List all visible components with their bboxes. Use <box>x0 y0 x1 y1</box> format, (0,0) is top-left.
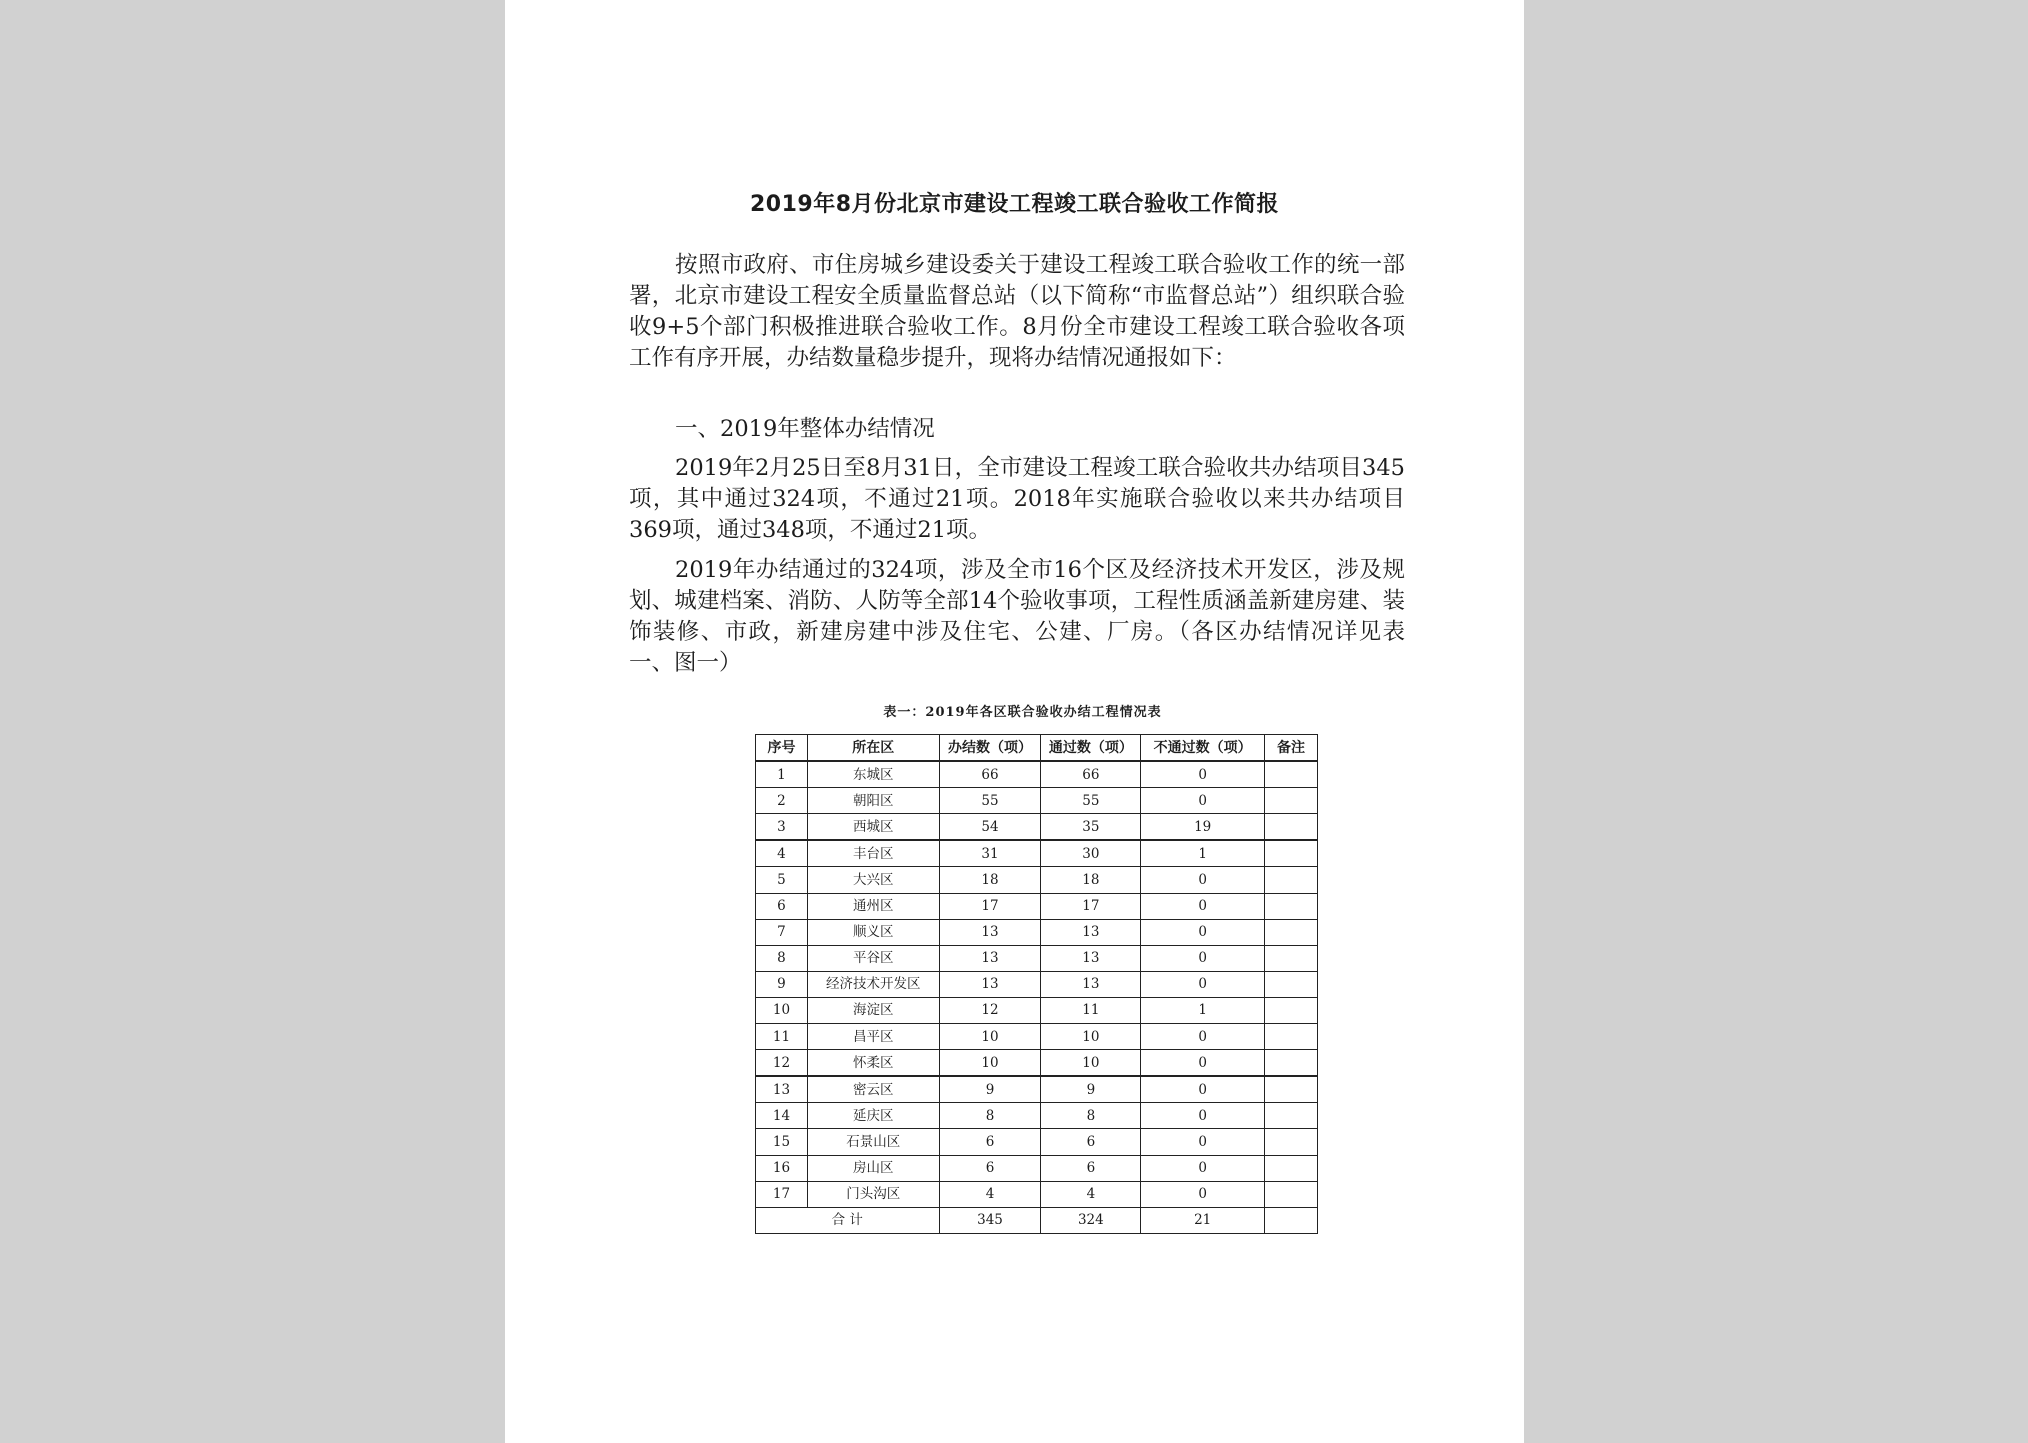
row-failed: 0 <box>1141 1103 1265 1129</box>
table-row <box>756 814 1318 841</box>
row-index: 14 <box>756 1103 808 1129</box>
total-label: 合 计 <box>756 1207 940 1233</box>
table-caption: 表一：2019年各区联合验收办结工程情况表 <box>883 705 1162 720</box>
row-passed: 35 <box>1041 814 1141 841</box>
row-index: 17 <box>756 1181 808 1207</box>
row-failed: 1 <box>1141 840 1265 867</box>
row-passed: 10 <box>1041 1024 1141 1050</box>
header-district: 所在区 <box>807 735 939 762</box>
row-handled: 55 <box>939 788 1041 814</box>
row-district: 门头沟区 <box>807 1181 939 1207</box>
district-results-table <box>755 734 1318 1234</box>
row-index: 1 <box>756 761 808 788</box>
row-note <box>1265 1181 1318 1207</box>
row-failed: 0 <box>1141 893 1265 919</box>
table-row <box>756 971 1318 997</box>
row-index: 12 <box>756 1050 808 1077</box>
row-handled: 10 <box>939 1024 1041 1050</box>
row-note <box>1265 893 1318 919</box>
row-failed: 0 <box>1141 788 1265 814</box>
row-handled: 54 <box>939 814 1041 841</box>
row-index: 3 <box>756 814 808 841</box>
row-failed: 0 <box>1141 971 1265 997</box>
row-passed: 13 <box>1041 919 1141 945</box>
total-failed: 21 <box>1141 1207 1265 1233</box>
row-failed: 0 <box>1141 761 1265 788</box>
row-district: 通州区 <box>807 893 939 919</box>
row-index: 10 <box>756 997 808 1023</box>
row-note <box>1265 1103 1318 1129</box>
row-note <box>1265 1024 1318 1050</box>
row-passed: 6 <box>1041 1129 1141 1155</box>
table-row <box>756 867 1318 893</box>
document-title: 2019年8月份北京市建设工程竣工联合验收工作简报 <box>749 192 1280 217</box>
row-district: 东城区 <box>807 761 939 788</box>
row-district: 延庆区 <box>807 1103 939 1129</box>
table-row <box>756 997 1318 1023</box>
table-row <box>756 840 1318 867</box>
row-handled: 6 <box>939 1155 1041 1181</box>
row-handled: 4 <box>939 1181 1041 1207</box>
row-district: 海淀区 <box>807 997 939 1023</box>
row-note <box>1265 1076 1318 1103</box>
row-passed: 9 <box>1041 1076 1141 1103</box>
row-passed: 66 <box>1041 761 1141 788</box>
row-district: 经济技术开发区 <box>807 971 939 997</box>
row-index: 6 <box>756 893 808 919</box>
row-district: 平谷区 <box>807 945 939 971</box>
table-row <box>756 761 1318 788</box>
section-heading: 一、2019年整体办结情况 <box>675 416 935 442</box>
row-index: 8 <box>756 945 808 971</box>
row-passed: 30 <box>1041 840 1141 867</box>
row-handled: 13 <box>939 945 1041 971</box>
row-district: 朝阳区 <box>807 788 939 814</box>
row-note <box>1265 788 1318 814</box>
row-index: 15 <box>756 1129 808 1155</box>
table-row <box>756 1076 1318 1103</box>
row-index: 9 <box>756 971 808 997</box>
row-note <box>1265 945 1318 971</box>
table-row <box>756 1103 1318 1129</box>
row-district: 西城区 <box>807 814 939 841</box>
header-failed: 不通过数（项） <box>1141 735 1265 762</box>
detail-paragraph: 2019年办结通过的324项，涉及全市16个区及经济技术开发区，涉及规划、城建档案、消防、人防等全部14个验收事项，工程性质涵盖新建房建、装饰装修、市政，新建房建中涉及住宅、公建、厂房。（各区办结情况详见表一、图一） <box>629 557 1405 676</box>
table-row <box>756 893 1318 919</box>
intro-paragraph: 按照市政府、市住房城乡建设委关于建设工程竣工联合验收工作的统一部署，北京市建设工程安全质量监督总站（以下简称“市监督总站”）组织联合验收9+5个部门积极推进联合验收工作。8月份全市建设工程竣工联合验收各项工作有序开展，办结数量稳步提升，现将办结情况通报如下： <box>629 252 1405 371</box>
row-district: 石景山区 <box>807 1129 939 1155</box>
row-index: 2 <box>756 788 808 814</box>
row-index: 7 <box>756 919 808 945</box>
table-row <box>756 1155 1318 1181</box>
row-failed: 0 <box>1141 1076 1265 1103</box>
row-passed: 10 <box>1041 1050 1141 1077</box>
table-body <box>756 761 1318 1207</box>
row-passed: 55 <box>1041 788 1141 814</box>
row-district: 大兴区 <box>807 867 939 893</box>
row-note <box>1265 814 1318 841</box>
row-index: 11 <box>756 1024 808 1050</box>
table-row <box>756 945 1318 971</box>
row-passed: 18 <box>1041 867 1141 893</box>
row-handled: 13 <box>939 919 1041 945</box>
header-note: 备注 <box>1265 735 1318 762</box>
row-note <box>1265 1155 1318 1181</box>
row-note <box>1265 971 1318 997</box>
row-note <box>1265 1050 1318 1077</box>
row-index: 5 <box>756 867 808 893</box>
row-failed: 0 <box>1141 919 1265 945</box>
row-handled: 17 <box>939 893 1041 919</box>
row-district: 房山区 <box>807 1155 939 1181</box>
row-failed: 0 <box>1141 1024 1265 1050</box>
row-district: 丰台区 <box>807 840 939 867</box>
row-passed: 11 <box>1041 997 1141 1023</box>
table-row <box>756 788 1318 814</box>
row-failed: 0 <box>1141 1050 1265 1077</box>
row-failed: 0 <box>1141 945 1265 971</box>
row-index: 4 <box>756 840 808 867</box>
row-passed: 4 <box>1041 1181 1141 1207</box>
table-row <box>756 1024 1318 1050</box>
row-index: 13 <box>756 1076 808 1103</box>
row-handled: 10 <box>939 1050 1041 1077</box>
row-failed: 0 <box>1141 1129 1265 1155</box>
table-row <box>756 919 1318 945</box>
row-failed: 0 <box>1141 867 1265 893</box>
table-total-row <box>756 1207 1318 1233</box>
row-failed: 1 <box>1141 997 1265 1023</box>
table-row <box>756 1181 1318 1207</box>
row-district: 怀柔区 <box>807 1050 939 1077</box>
row-note <box>1265 761 1318 788</box>
row-note <box>1265 840 1318 867</box>
table-header-row <box>756 735 1318 762</box>
table-row <box>756 1129 1318 1155</box>
row-note <box>1265 997 1318 1023</box>
row-passed: 17 <box>1041 893 1141 919</box>
row-passed: 13 <box>1041 945 1141 971</box>
row-note <box>1265 1129 1318 1155</box>
row-handled: 8 <box>939 1103 1041 1129</box>
row-handled: 12 <box>939 997 1041 1023</box>
row-passed: 6 <box>1041 1155 1141 1181</box>
summary-paragraph: 2019年2月25日至8月31日，全市建设工程竣工联合验收共办结项目345项，其中通过324项，不通过21项。2018年实施联合验收以来共办结项目369项，通过348项，不通过21项。 <box>629 455 1405 543</box>
header-handled: 办结数（项） <box>939 735 1041 762</box>
row-failed: 19 <box>1141 814 1265 841</box>
row-passed: 8 <box>1041 1103 1141 1129</box>
row-index: 16 <box>756 1155 808 1181</box>
row-passed: 13 <box>1041 971 1141 997</box>
row-district: 顺义区 <box>807 919 939 945</box>
row-note <box>1265 919 1318 945</box>
row-handled: 31 <box>939 840 1041 867</box>
header-index: 序号 <box>756 735 808 762</box>
document-page <box>505 0 1524 1443</box>
row-handled: 9 <box>939 1076 1041 1103</box>
row-district: 密云区 <box>807 1076 939 1103</box>
header-passed: 通过数（项） <box>1041 735 1141 762</box>
total-handled: 345 <box>939 1207 1041 1233</box>
table-row <box>756 1050 1318 1077</box>
row-handled: 18 <box>939 867 1041 893</box>
row-district: 昌平区 <box>807 1024 939 1050</box>
row-note <box>1265 867 1318 893</box>
row-failed: 0 <box>1141 1181 1265 1207</box>
row-handled: 6 <box>939 1129 1041 1155</box>
row-handled: 13 <box>939 971 1041 997</box>
total-passed: 324 <box>1041 1207 1141 1233</box>
row-handled: 66 <box>939 761 1041 788</box>
row-failed: 0 <box>1141 1155 1265 1181</box>
total-note <box>1265 1207 1318 1233</box>
